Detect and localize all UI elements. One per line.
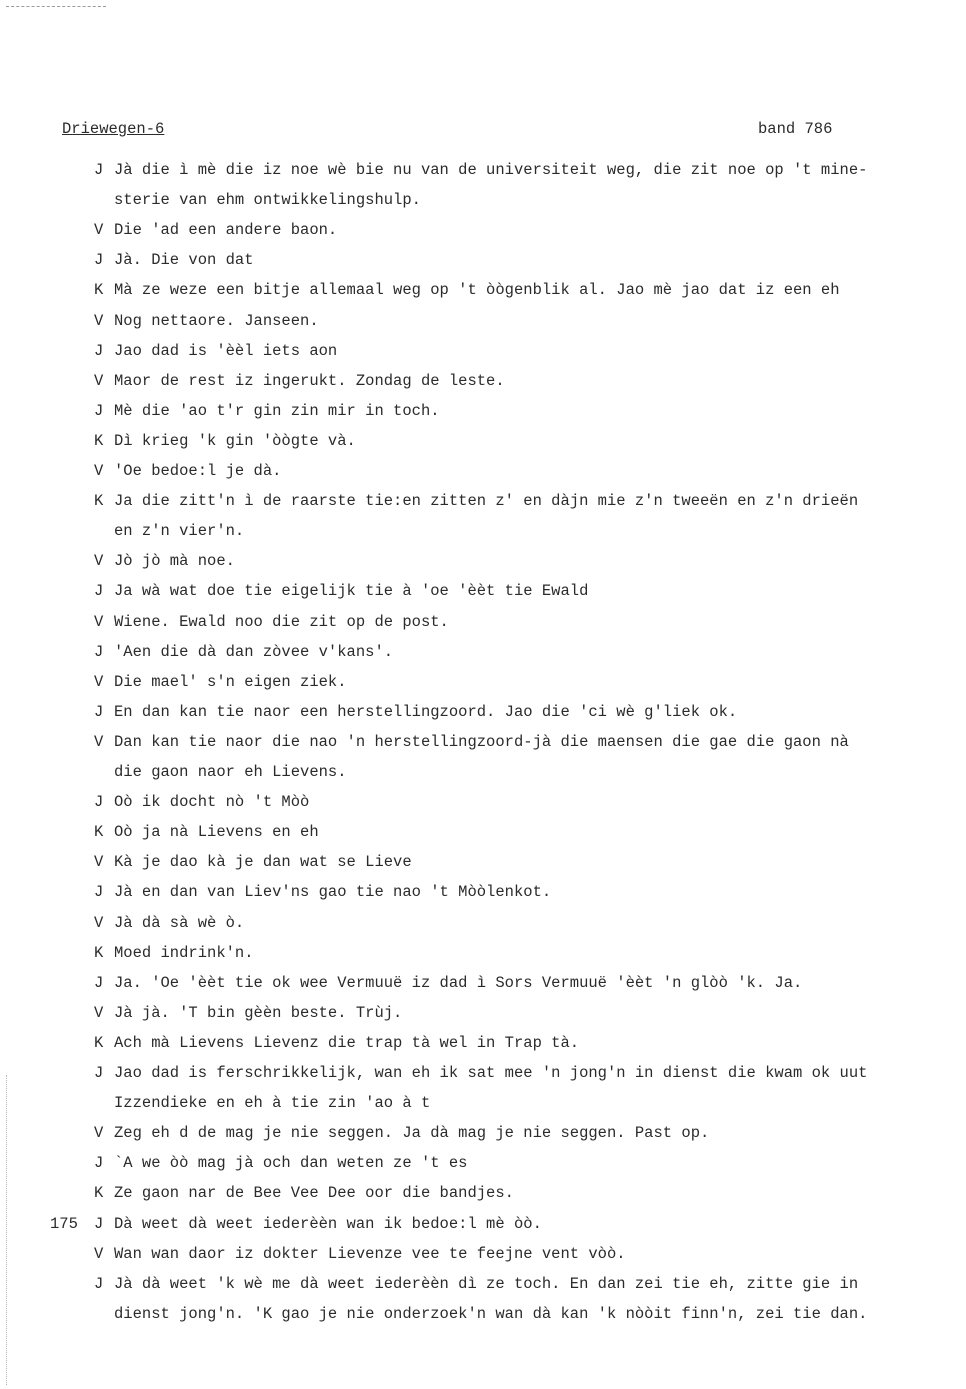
- utterance-text: Jao dad is ferschrikkelijk, wan eh ik sat mee 'n jong'n in dienst die kwam ok uut: [114, 1064, 868, 1082]
- utterance-text: Ach mà Lievens Lievenz die trap tà wel in Trap tà.: [114, 1033, 580, 1052]
- speaker-label: J: [94, 793, 104, 812]
- utterance-text: 'Aen die dà dan zòvee v'kans'.: [114, 642, 394, 661]
- utterance-text: Jà dà weet 'k wè me dà weet iederèèn dì ze toch. En dan zei tie eh, zitte gie in: [114, 1274, 859, 1293]
- utterance-text: Oò ja nà Lievens en eh: [114, 823, 319, 842]
- speaker-label: J: [94, 341, 104, 360]
- utterance-text: Die mael' s'n eigen ziek.: [114, 672, 347, 691]
- utterance-text: sterie van ehm ontwikkelingshulp.: [114, 191, 421, 210]
- utterance-text: Dì krieg 'k gin 'òògte và.: [114, 431, 356, 450]
- speaker-label: J: [94, 973, 104, 992]
- utterance-text: Ze gaon nar de Bee Vee Dee oor die bandjes.: [114, 1184, 514, 1203]
- utterance-text: Kà je dao kà je dan wat se Lieve: [114, 853, 412, 872]
- speaker-label: J: [94, 161, 104, 179]
- speaker-label: K: [94, 1033, 104, 1052]
- document-title: Driewegen-6: [62, 120, 165, 138]
- utterance-text: Jà jà. 'T bin gèèn beste. Trùj.: [114, 1003, 403, 1022]
- speaker-label: K: [94, 823, 104, 842]
- speaker-label: V: [94, 1244, 104, 1263]
- utterance-text: Mà ze weze een bitje allemaal weg op 't òògenblik al. Jao mè jao dat iz een eh: [114, 281, 840, 300]
- utterance-text: Jà en dan van Liev'ns gao tie nao 't Mòòlenkot.: [114, 883, 552, 902]
- utterance-text: 'Oe bedoe:l je dà.: [114, 462, 282, 480]
- speaker-label: K: [94, 281, 104, 300]
- utterance-text: Maor de rest iz ingerukt. Zondag de leste.: [114, 371, 505, 390]
- utterance-text: die gaon naor eh Lievens.: [114, 763, 347, 781]
- utterance-text: Ja wà wat doe tie eigelijk tie à 'oe 'èèt tie Ewald: [114, 582, 589, 601]
- utterance-text: Jao dad is 'èèl iets aon: [114, 341, 338, 360]
- margin-marks: [6, 1075, 7, 1385]
- utterance-text: Oò ik docht nò 't Mòò: [114, 793, 310, 812]
- speaker-label: V: [94, 311, 104, 330]
- tape-number: band 786: [758, 120, 833, 138]
- utterance-text: Wan wan daor iz dokter Lievenze vee te feejne vent vòò.: [114, 1244, 626, 1263]
- speaker-label: J: [94, 1214, 104, 1233]
- speaker-label: J: [94, 251, 104, 270]
- speaker-label: K: [94, 943, 104, 962]
- utterance-text: En dan kan tie naor een herstellingzoord. Jao die 'ci wè g'liek ok.: [114, 702, 738, 721]
- speaker-label: V: [94, 1124, 104, 1143]
- scan-edge-mark: [6, 6, 106, 7]
- utterance-text: en z'n vier'n.: [114, 522, 245, 541]
- speaker-label: K: [94, 431, 104, 450]
- speaker-label: J: [94, 1274, 104, 1293]
- speaker-label: V: [94, 462, 104, 480]
- utterance-text: dienst jong'n. 'K gao je nie onderzoek'n wan dà kan 'k nòòit finn'n, zei tie dan.: [114, 1304, 868, 1323]
- speaker-label: V: [94, 672, 104, 691]
- speaker-label: K: [94, 1184, 104, 1203]
- utterance-text: Izzendieke en eh à tie zin 'ao à t: [114, 1094, 431, 1113]
- utterance-text: `A we òò mag jà och dan weten ze 't es: [114, 1154, 468, 1173]
- speaker-label: V: [94, 221, 104, 240]
- speaker-label: V: [94, 732, 104, 751]
- speaker-label: J: [94, 1064, 104, 1082]
- utterance-text: Jò jò mà noe.: [114, 552, 235, 571]
- speaker-label: V: [94, 371, 104, 390]
- utterance-text: Mè die 'ao t'r gin zin mir in toch.: [114, 401, 440, 420]
- speaker-label: J: [94, 1154, 104, 1173]
- utterance-text: Wiene. Ewald noo die zit op de post.: [114, 612, 449, 631]
- utterance-text: Ja die zitt'n ì de raarste tie:en zitten z' en dàjn mie z'n tweeën en z'n drieën: [114, 492, 859, 511]
- utterance-text: Die 'ad een andere baon.: [114, 221, 338, 240]
- line-number: 175: [50, 1214, 78, 1233]
- speaker-label: J: [94, 401, 104, 420]
- utterance-text: Zeg eh d de mag je nie seggen. Ja dà mag je nie seggen. Past op.: [114, 1124, 710, 1143]
- speaker-label: V: [94, 1003, 104, 1022]
- speaker-label: J: [94, 642, 104, 661]
- utterance-text: Nog nettaore. Janseen.: [114, 311, 319, 330]
- speaker-label: K: [94, 492, 104, 511]
- utterance-text: Ja. 'Oe 'èèt tie ok wee Vermuuë iz dad ì Sors Vermuuë 'èèt 'n glòò 'k. Ja.: [114, 973, 803, 992]
- speaker-label: V: [94, 913, 104, 932]
- utterance-text: Dan kan tie naor die nao 'n herstellingzoord-jà die maensen die gae die gaon nà: [114, 732, 849, 751]
- speaker-label: V: [94, 612, 104, 631]
- speaker-label: V: [94, 552, 104, 571]
- speaker-label: J: [94, 883, 104, 902]
- speaker-label: V: [94, 853, 104, 872]
- speaker-label: J: [94, 702, 104, 721]
- utterance-text: Jà. Die von dat: [114, 251, 254, 270]
- speaker-label: J: [94, 582, 104, 601]
- utterance-text: Jà die ì mè die iz noe wè bie nu van de universiteit weg, die zit noe op 't mine-: [114, 161, 868, 179]
- utterance-text: Moed indrink'n.: [114, 943, 254, 962]
- utterance-text: Jà dà sà wè ò.: [114, 913, 245, 932]
- utterance-text: Dà weet dà weet iederèèn wan ik bedoe:l mè òò.: [114, 1214, 542, 1233]
